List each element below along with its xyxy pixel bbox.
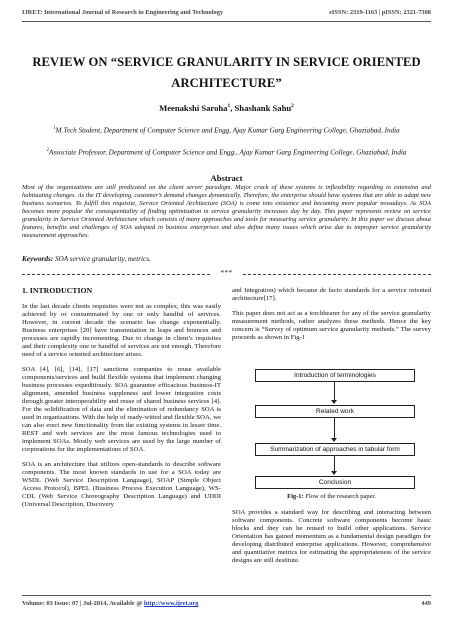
affiliation — [40, 146, 413, 158]
figure-caption — [232, 493, 431, 500]
body-paragraph: SOA is an architecture that utilizes open-standards to describe software components. The most known standards in use for a SOA today are WSDL (Web Service Description Language), SOAP (Simple Object Access Protocol), BPEL (Business Process Execution Language), WS-CDL (Web Service Choreography Description Language) and UDDI (Universal Description, Discovery — [22, 461, 221, 508]
paper-title — [30, 52, 423, 94]
author-affil-mark: 1 — [227, 103, 231, 110]
title-line-1: REVIEW ON “SERVICE GRANULARITY IN SERVICE ORIENTED — [32, 55, 421, 69]
section-separator — [22, 271, 431, 279]
separator-stars: *** — [220, 269, 233, 277]
flow-arrow — [334, 417, 335, 441]
flow-step-box: Conclusion — [255, 476, 415, 489]
flow-arrow — [334, 455, 335, 474]
affiliation — [40, 124, 413, 136]
right-column — [232, 287, 431, 349]
flow-step-box: Related work — [255, 405, 415, 418]
research-flow-diagram — [255, 369, 415, 489]
figure-label: Fig-1: — [287, 493, 304, 500]
body-paragraph: and Integration) which became de facto standards for a service oriented architecture[17]. — [232, 287, 431, 302]
left-column — [22, 287, 221, 516]
title-line-2: ARCHITECTURE” — [171, 76, 282, 90]
affiliation-text: Associate Professor, Department of Computer Science and Engg., Ajay Kumar Garg Engineering College, Ghaziabad, India — [48, 148, 407, 157]
author-affil-mark: 2 — [291, 103, 294, 110]
keywords — [22, 255, 151, 263]
header-rule — [22, 21, 431, 22]
running-header — [22, 9, 431, 21]
section-heading: 1. INTRODUCTION — [22, 286, 93, 295]
affiliation-mark: 1 — [53, 126, 56, 131]
body-paragraph: SOA provides a standard way for describing and interacting between software components. Concrete software components become basic blocks and they can be reused to build other applications. Service Orientation has gained momentum as a fundamental design paradigm for developing distributed enterprise applications. However, comprehensive and quantitative metrics for estimating the appropriateness of the service designs are still destitute. — [232, 509, 431, 564]
right-column-lower — [232, 509, 431, 572]
running-footer — [22, 600, 431, 612]
flow-arrow — [334, 381, 335, 403]
issn: eISSN: 2319-1163 | pISSN: 2321-7308 — [329, 9, 431, 16]
figure-caption-text: Flow of the research paper. — [303, 493, 376, 500]
flow-step-box: Introduction of terminologies — [255, 369, 415, 382]
body-paragraph: This paper does not act as a torchbearer for any of the service granularity measurement methods, rather analyzes these methods. Hence the key concern is “Survey of optimum service granularity methods.” The survey proceeds as shown in Fig-1 — [232, 310, 431, 341]
author-name: Meenakshi Saroha — [159, 103, 228, 113]
author-separator: , — [230, 103, 235, 113]
affiliation-mark: 2 — [46, 148, 49, 153]
author-list — [30, 103, 423, 113]
volume-text: Volume: 03 Issue: 07 | Jul-2014, Available @ — [22, 600, 144, 607]
abstract-text: Most of the organizations are still predicated on the client server paradigm. Major crack of these systems is inflexibility regarding to extension and habituating changes. As the IT developing, customer’s demand changes dynamically. Therefore, the enterprise should have systems that are able to adapt new business scenarios. To fulfill this requisite, Service Oriented Architecture (SOA) is come into existence and becoming more popular nowadays. As SOA becomes more popular the consequentiality of finding optimization in service granularity increases day by day. This paper represents review on service granularity in Service Oriented Architecture which consists of many approaches and tools for measuring service granularity. In this paper we discuss about features, benefits and challenges of SOA adopted in business enterprises and also define many issues which arise due to improper service granularity measurement approaches. — [22, 184, 431, 239]
author-name: Shashank Sahu — [234, 103, 292, 113]
page-number: 449 — [421, 600, 431, 607]
flow-step-box: Summarization of approaches in tabular form — [255, 443, 415, 456]
journal-url-link[interactable]: http://www.ijret.org — [143, 600, 199, 607]
separator-line — [243, 274, 431, 275]
journal-name: IJRET: International Journal of Research in Engineering and Technology — [22, 9, 224, 16]
body-paragraph: In the last decade clients requisites were not as complex, this was easily achieved by or consummated by one or only handful of services. However, in current decade the scenario has change exponentially. Business enterprises [20] have transmutation in leaps and bounces and processes are rapidly incrementing. Due to change in client’s requisites and their complexity one or handful of services are not enough. Therefore need of a service oriented architecture arises. — [22, 303, 221, 358]
keywords-label: Keywords: — [22, 255, 54, 263]
abstract-heading: Abstract — [210, 173, 243, 183]
separator-line — [22, 274, 210, 275]
affiliation-text: M.Tech Student, Department of Computer Science and Engg, Ajay Kumar Garg Engineering College, Ghaziabad, India — [55, 126, 400, 135]
keywords-text: SOA service granularity, metrics. — [53, 255, 151, 263]
footer-rule — [22, 595, 431, 596]
body-paragraph: SOA [4], [6], [14], [17] sanctions companies to reuse available components/services and build flexible systems that implement changing business processes expeditiously. SOA guarantee efficacious business-IT alignment, amended business suppleness and lower integration costs through greater interoperability and reuse of shared business services [4]. For the solidification of data and the elimination of redundancy SOA is used in organizations. With the help of ready-witted and flexible SOA, we can also erect new functionality from the existing systems in lesser time. REST and web services are the most famous technologies used to implement SOAs. Mostly web services are used by the large number of corporations for the implementations of SOA. — [22, 366, 221, 453]
volume-info — [22, 600, 198, 607]
